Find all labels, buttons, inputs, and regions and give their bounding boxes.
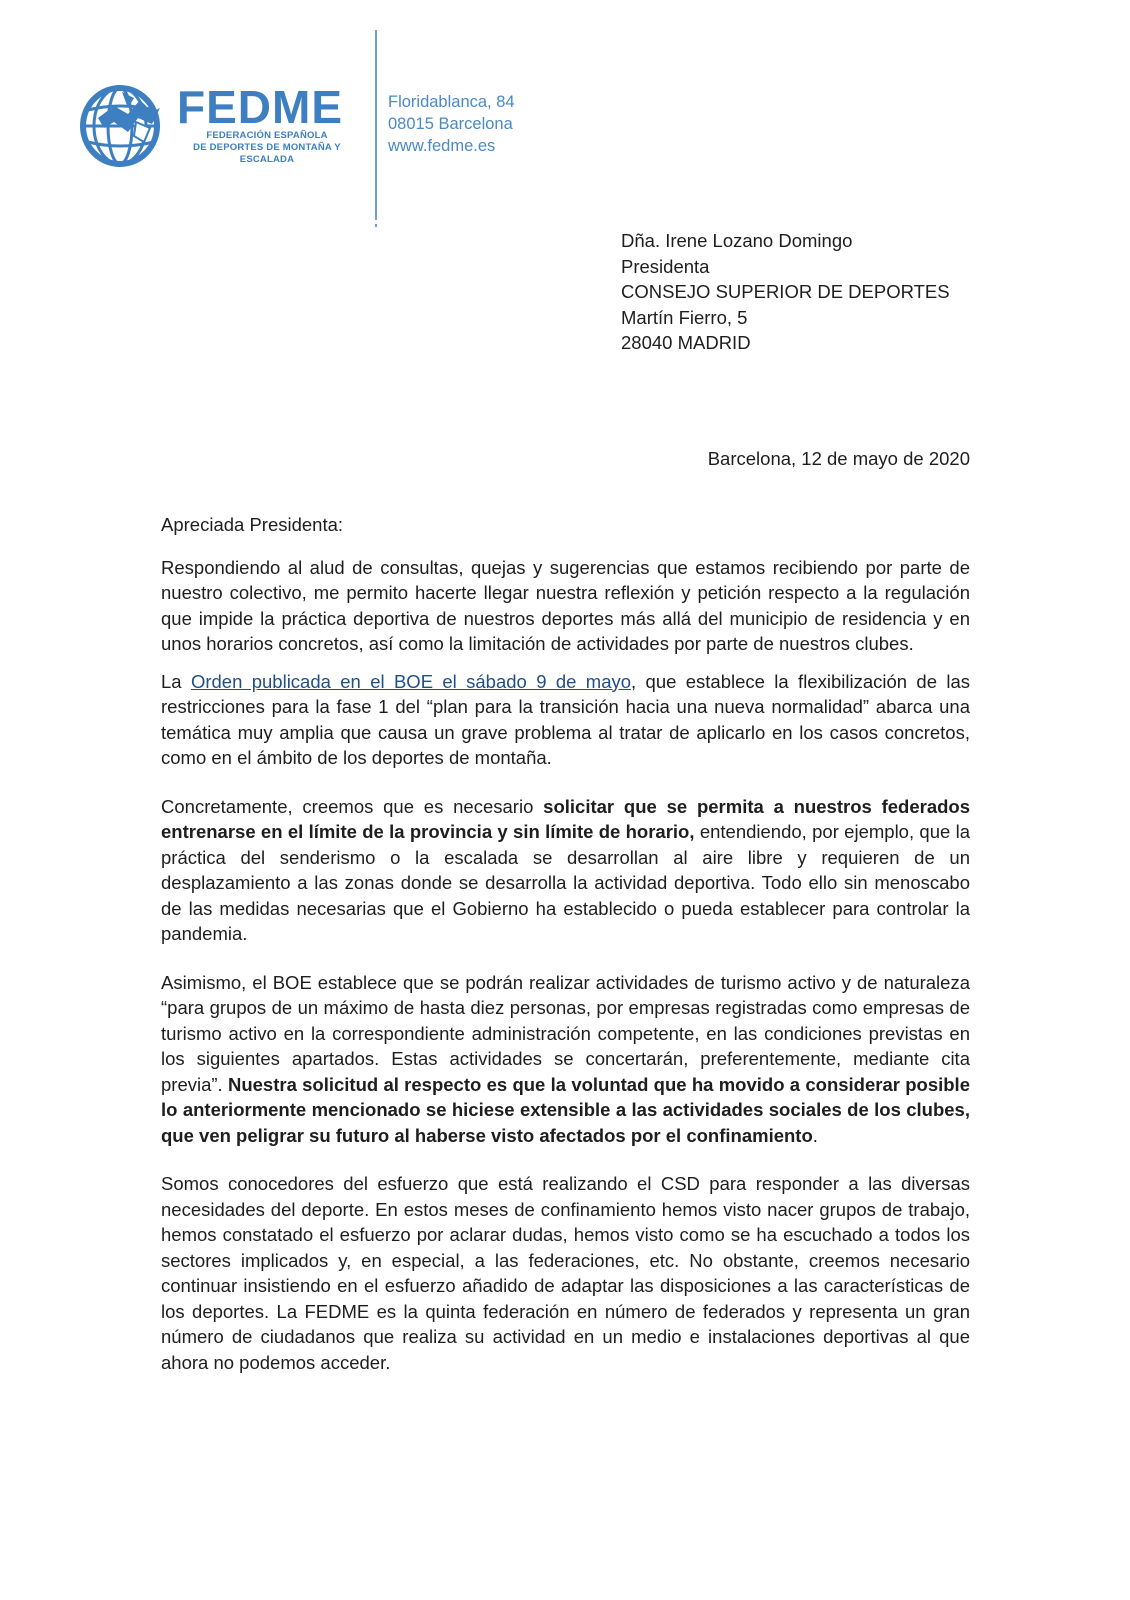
letterhead-divider (375, 30, 377, 220)
paragraph-4-start: Asimismo, el BOE establece que se podrán realizar actividades de turismo activo y de naturaleza “para grupos de un máximo de hasta diez personas, por empresas registradas como empresas de turismo activo en la correspondiente administración competente, en las condiciones previstas en los siguientes apartados. Estas actividades se concertarán, preferentemente, mediante cita previa”. (161, 971, 970, 1095)
recipient-organization: CONSEJO SUPERIOR DE DEPORTES (621, 281, 950, 302)
salutation: Apreciada Presidenta: (161, 514, 344, 535)
brand-subtitle (172, 130, 362, 166)
paragraph-3-bold: solicitar que se permita a nuestros federados entrenarse en el límite de la provincia y sin límite de horario, (161, 795, 970, 842)
recipient-name: Dña. Irene Lozano Domingo (621, 230, 853, 251)
letter-body (161, 512, 970, 1375)
letter-date: Barcelona, 12 de mayo de 2020 (707, 448, 970, 469)
paragraph-3-end: entendiendo, por ejemplo, que la práctica del senderismo o la escalada se desarrollan al aire libre y requieren de un desplazamiento a las zonas donde se desarrolla la actividad deportiva. Todo ello sin menoscabo de las medidas necesarias que el Gobierno ha establecido o pueda establecer para controlar la pandemia. (161, 821, 971, 944)
recipient-block (621, 228, 950, 356)
paragraph-2-end: , que establece la flexibilización de las restricciones para la fase 1 del “plan para la transición hacia una nueva normalidad” abarca una temática muy amplia que causa un grave problema al tratar de aplicarlo en los casos concretos, como en el ámbito de los deportes de montaña. (161, 670, 970, 768)
recipient-role: Presidenta (621, 255, 710, 277)
recipient-street: Martín Fierro, 5 (621, 306, 748, 328)
brand-name: FEDME (177, 81, 343, 133)
brand-subtitle-line-2: DE DEPORTES DE MONTAÑA Y ESCALADA (193, 142, 341, 165)
fedme-globe-climber-logo-icon (78, 78, 168, 170)
sender-website: www.fedme.es (388, 137, 496, 155)
paragraph-5: Somos conocedores del esfuerzo que está realizando el CSD para responder a las diversas necesidades del deporte. En estos meses de confinamiento hemos visto nacer grupos de trabajo, hemos constatado el esfuerzo por aclarar dudas, hemos visto como se ha escuchado a todos los sectores implicados y, en especial, a las federaciones, etc. No obstante, creemos necesario continuar insistiendo en el esfuerzo añadido de adaptar las disposiciones a las características de los deportes. La FEDME es la quinta federación en número de federados y representa un gran número de ciudadanos que realiza su actividad en un medio e instalaciones deportivas al que ahora no podemos acceder. (161, 1173, 970, 1373)
paragraph-1: Respondiendo al alud de consultas, quejas y sugerencias que estamos recibiendo por parte de nuestro colectivo, me permito hacerte llegar nuestra reflexión y petición respecto a la regulación que impide la práctica deportiva de nuestros deportes más allá del municipio de residencia y en unos horarios concretos, así como la limitación de actividades por parte de nuestros clubes. (161, 556, 970, 654)
paragraph-4 (161, 970, 970, 1149)
boe-order-link[interactable]: Orden publicada en el BOE el sábado 9 de mayo (190, 670, 632, 692)
paragraph-4-end: . (812, 1124, 818, 1146)
sender-address (388, 91, 515, 157)
brand-subtitle-line-1: FEDERACIÓN ESPAÑOLA (206, 130, 328, 141)
paragraph-3 (161, 794, 970, 947)
paragraph-4-bold: Nuestra solicitud al respecto es que la voluntad que ha movido a considerar posible lo anteriormente mencionado se hiciese extensible a las actividades sociales de los clubes, que ven peligrar su futuro al haberse visto afectados por el confinamiento (161, 1073, 970, 1146)
paragraph-2-start: La (161, 670, 191, 692)
paragraph-2 (161, 669, 970, 771)
paragraph-3-start: Concretamente, creemos que es necesario (161, 795, 544, 817)
sender-street: Floridablanca, 84 (388, 93, 515, 111)
sender-city: 08015 Barcelona (388, 115, 513, 133)
letterhead-divider-dot (375, 224, 377, 227)
recipient-city: 28040 MADRID (621, 332, 751, 353)
